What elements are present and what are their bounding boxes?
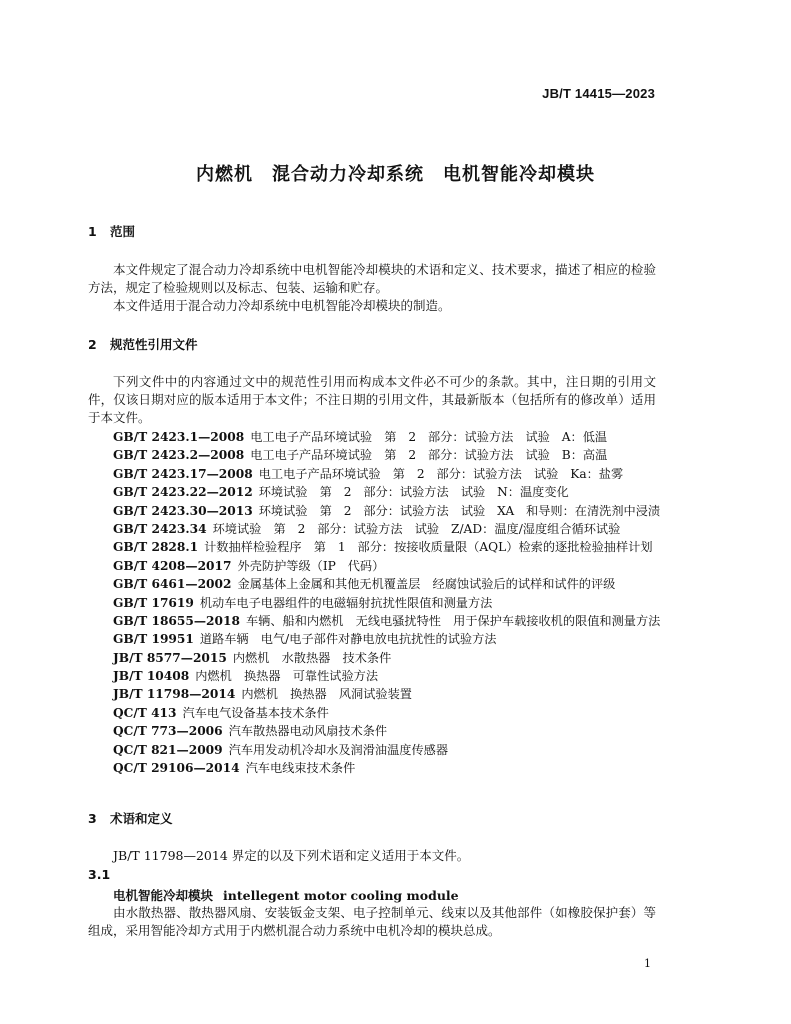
scope-paragraph-1: 本文件规定了混合动力冷却系统中电机智能冷却模块的术语和定义、技术要求，描述了相应的检验方法，规定了检验规则以及标志、包装、运输和贮存。 [88, 262, 656, 295]
reference-code: JB/T 10408 [113, 669, 190, 684]
reference-code: GB/T 18655—2018 [113, 613, 240, 628]
reference-list [113, 428, 673, 777]
page-number: 1 [644, 957, 651, 970]
section-number: 1 [88, 224, 97, 239]
reference-title: 汽车散热器电动风扇技术条件 [228, 724, 388, 739]
standard-number: JB/T 14415—2023 [542, 86, 655, 101]
reference-item [113, 722, 673, 740]
reference-code: GB/T 2423.30—2013 [113, 503, 253, 518]
section-heading-normative [88, 335, 198, 353]
reference-item [113, 594, 673, 612]
document-title: 内燃机 混合动力冷却系统 电机智能冷却模块 [196, 164, 595, 185]
section-heading-terms [88, 809, 173, 827]
reference-title: 汽车电线束技术条件 [245, 761, 356, 776]
reference-code: GB/T 4208—2017 [113, 558, 232, 573]
reference-code: GB/T 17619 [113, 595, 194, 610]
term-name-cn: 电机智能冷却模块 [113, 888, 214, 903]
reference-item [113, 741, 673, 759]
reference-code: JB/T 11798—2014 [113, 687, 236, 702]
reference-title: 汽车用发动机冷却水及润滑油温度传感器 [228, 742, 449, 757]
terms-intro: JB/T 11798—2014 界定的以及下列术语和定义适用于本文件。 [113, 848, 470, 863]
reference-code: GB/T 2423.17—2008 [113, 466, 253, 481]
reference-item [113, 557, 673, 575]
section-number: 2 [88, 337, 97, 352]
reference-code: GB/T 6461—2002 [113, 577, 232, 592]
section-heading-scope [88, 222, 135, 240]
normative-intro: 下列文件中的内容通过文中的规范性引用而构成本文件必不可少的条款。其中，注日期的引用文件，仅该日期对应的版本适用于本文件；不注日期的引用文件，其最新版本（包括所有的修改单）适用于本文件。 [88, 374, 656, 425]
reference-item [113, 520, 673, 538]
reference-code: QC/T 29106—2014 [113, 761, 240, 776]
reference-code: GB/T 2423.1—2008 [113, 430, 245, 444]
reference-title: 汽车电气设备基本技术条件 [182, 705, 329, 720]
reference-title: 内燃机 换热器 可靠性试验方法 [195, 669, 379, 684]
reference-code: JB/T 8577—2015 [113, 650, 227, 665]
term-name [113, 886, 459, 904]
reference-item [113, 612, 673, 630]
reference-code: QC/T 773—2006 [113, 724, 223, 739]
reference-title: 环境试验 第 2 部分：试验方法 试验 Z/AD：温度/湿度组合循环试验 [212, 521, 621, 536]
reference-item [113, 538, 673, 556]
reference-code: GB/T 19951 [113, 632, 194, 647]
section-title: 规范性引用文件 [110, 337, 198, 352]
reference-code: GB/T 2828.1 [113, 540, 199, 555]
reference-code: GB/T 2423.2—2008 [113, 448, 245, 463]
reference-item [113, 446, 673, 464]
section-title: 范围 [110, 224, 136, 239]
reference-title: 车辆、船和内燃机 无线电骚扰特性 用于保护车载接收机的限值和测量方法 [245, 613, 661, 628]
reference-item [113, 465, 673, 483]
reference-code: QC/T 413 [113, 705, 177, 720]
section-title: 术语和定义 [110, 811, 173, 826]
reference-item [113, 630, 673, 648]
term-definition: 由水散热器、散热器风扇、安装钣金支架、电子控制单元、线束以及其他部件（如橡胶保护套）等组成，采用智能冷却方式用于内燃机混合动力系统中电机冷却的模块总成。 [88, 905, 656, 938]
reference-item [113, 704, 673, 722]
term-name-en: intellegent motor cooling module [223, 888, 459, 903]
reference-title: 内燃机 换热器 风洞试验装置 [241, 687, 412, 702]
reference-title: 电工电子产品环境试验 第 2 部分：试验方法 试验 A：低温 [250, 430, 608, 444]
reference-title: 外壳防护等级（IP 代码） [237, 558, 385, 573]
reference-title: 环境试验 第 2 部分：试验方法 试验 XA 和导则：在清洗剂中浸渍 [258, 503, 661, 518]
reference-item [113, 428, 673, 446]
reference-title: 电工电子产品环境试验 第 2 部分：试验方法 试验 B：高温 [250, 448, 608, 463]
scope-paragraph-2: 本文件适用于混合动力冷却系统中电机智能冷却模块的制造。 [113, 298, 451, 313]
reference-title: 环境试验 第 2 部分：试验方法 试验 N：温度变化 [258, 485, 569, 500]
section-number: 3 [88, 811, 97, 826]
reference-title: 道路车辆 电气/电子部件对静电放电抗扰性的试验方法 [199, 632, 497, 647]
reference-item [113, 575, 673, 593]
term-number: 3.1 [88, 867, 111, 882]
reference-code: GB/T 2423.22—2012 [113, 485, 253, 500]
reference-item [113, 759, 673, 777]
reference-title: 电工电子产品环境试验 第 2 部分：试验方法 试验 Ka：盐雾 [258, 466, 624, 481]
reference-title: 机动车电子电器组件的电磁辐射抗扰性限值和测量方法 [199, 595, 493, 610]
reference-title: 金属基体上金属和其他无机覆盖层 经腐蚀试验后的试样和试件的评级 [237, 577, 616, 592]
reference-item [113, 649, 673, 667]
reference-item [113, 667, 673, 685]
reference-item [113, 483, 673, 501]
reference-item [113, 502, 673, 520]
reference-title: 内燃机 水散热器 技术条件 [232, 650, 392, 665]
reference-item [113, 685, 673, 703]
reference-code: GB/T 2423.34 [113, 521, 207, 536]
reference-code: QC/T 821—2009 [113, 742, 223, 757]
reference-title: 计数抽样检验程序 第 1 部分：按接收质量限（AQL）检索的逐批检验抽样计划 [204, 540, 653, 555]
